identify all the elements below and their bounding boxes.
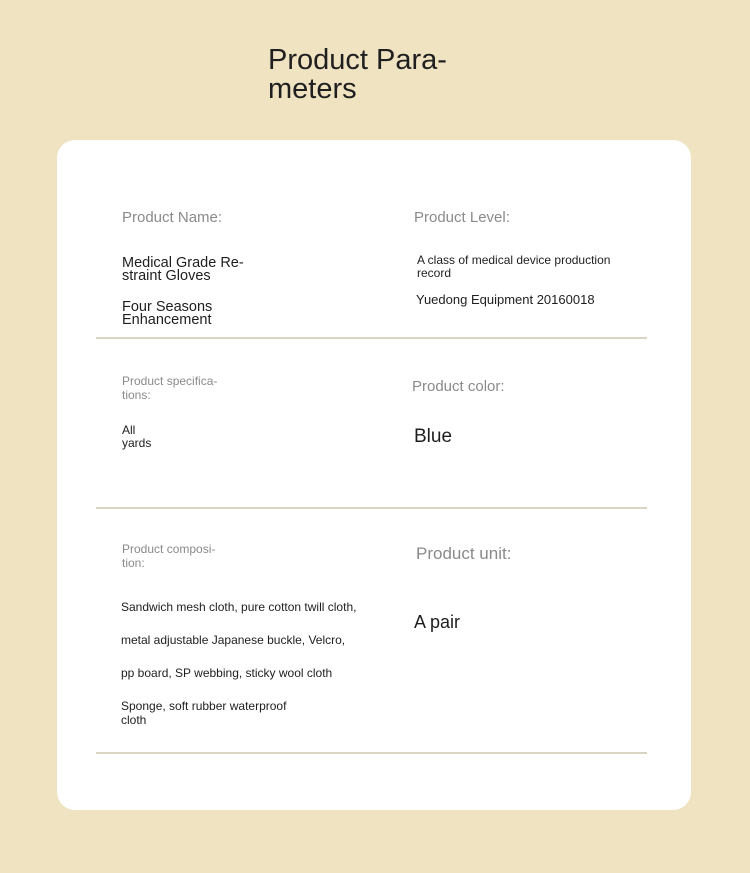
product-specifications-line-1: All [122, 423, 136, 437]
product-name-extra [122, 301, 212, 327]
parameters-card [57, 140, 691, 810]
page-title-line-2: meters [268, 73, 357, 105]
product-specifications-value [122, 424, 151, 450]
composition-line-2: metal adjustable Japanese buckle, Velcro, [121, 633, 346, 647]
product-specifications-label [122, 374, 217, 402]
row-divider-1 [96, 337, 647, 339]
product-name-label: Product Name: [122, 209, 223, 226]
product-name-line-1: Medical Grade Re- [122, 255, 244, 271]
row-divider-3 [96, 752, 647, 754]
product-name-extra-line-1: Four Seasons [122, 299, 213, 315]
product-name-value [122, 257, 244, 283]
product-level-line-2: record [417, 266, 452, 280]
product-color-label: Product color: [412, 378, 505, 395]
product-level-extra: Yuedong Equipment 20160018 [416, 292, 595, 307]
product-specifications-label-line-2: tions: [122, 388, 151, 402]
product-specifications-label-line-1: Product specifica- [122, 374, 218, 388]
product-unit-label: Product unit: [416, 544, 512, 563]
composition-line-1: Sandwich mesh cloth, pure cotton twill cloth, [121, 600, 357, 614]
product-specifications-line-2: yards [122, 436, 152, 450]
product-level-label: Product Level: [414, 209, 510, 226]
product-name-line-2: straint Gloves [122, 268, 211, 284]
product-composition-label-line-2: tion: [122, 556, 145, 570]
product-unit-value: A pair [414, 612, 461, 632]
product-composition-label-line-1: Product composi- [122, 542, 216, 556]
composition-line-4a: Sponge, soft rubber waterproof [121, 699, 287, 713]
product-level-value [417, 254, 610, 280]
product-level-line-1: A class of medical device production [417, 253, 611, 267]
page-title [268, 46, 468, 104]
product-name-extra-line-2: Enhancement [122, 312, 212, 328]
composition-line-4 [121, 699, 286, 727]
row-divider-2 [96, 507, 647, 509]
composition-line-4b: cloth [121, 713, 147, 727]
composition-line-3: pp board, SP webbing, sticky wool cloth [121, 666, 333, 680]
page-title-line-1: Product Para- [268, 44, 447, 76]
product-composition-label [122, 542, 215, 570]
product-color-value: Blue [414, 426, 453, 447]
